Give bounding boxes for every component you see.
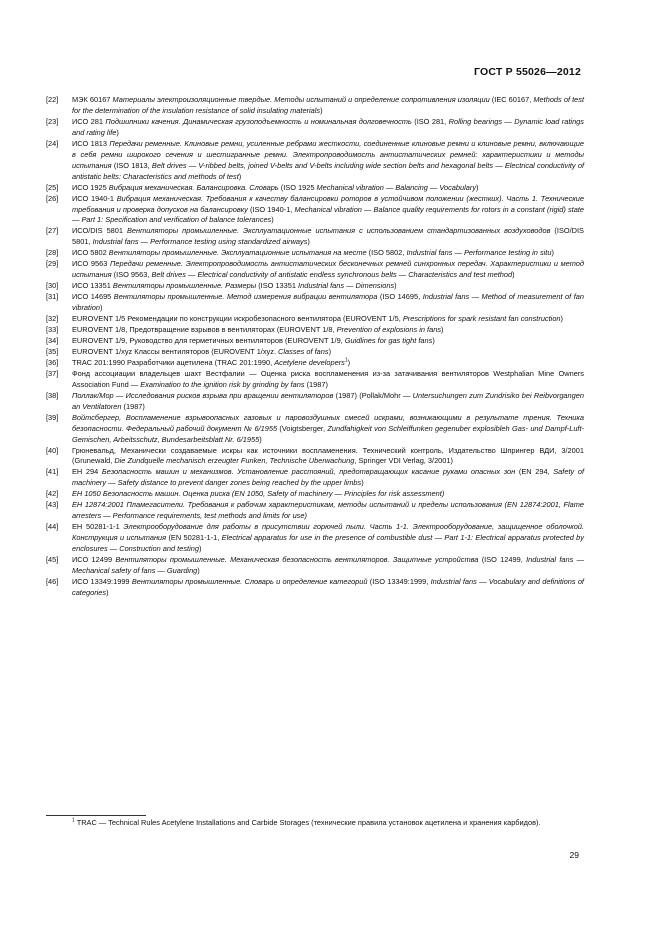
reference-segment: ) [307,237,310,247]
reference-title: Untersuchungen zum Zundrisiko bei Reibvorgangen an Ventilatoren [72,390,584,411]
reference-text [72,489,584,500]
reference-title: Belt drives — V-ribbed belts, joined V-belts and V-belts including wide section belts and hexagonal belts — Electrical conductivity of antistatic belts: Characteristics and methods of test [72,160,584,181]
reference-number: [45] [46,555,59,565]
reference-title: Вентиляторы промышленные. Эксплуатационные испытания на месте [108,248,367,258]
reference-text [72,314,584,325]
reference-segment: ) [106,587,109,597]
reference-segment: EUROVENT 1/xyz Классы вентиляторов (EUROVENT 1/xyz. [72,346,279,356]
reference-title: Industrial fans — Method of measurement of fan vibration [72,292,584,313]
reference-segment: ИСО 281 [72,116,106,126]
reference-number: [34] [46,335,59,345]
reference-segment: ) [347,357,351,367]
reference-segment: ) [99,303,103,313]
reference-segment: (ISO 1940-1, [247,204,295,214]
footnote-marker: 1 [72,817,75,824]
reference-title: Classes of fans [278,346,329,356]
reference-number: [35] [46,346,59,356]
reference-segment: ) [361,478,364,488]
reference-item [46,281,584,292]
reference-number: [22] [46,95,59,104]
reference-title: Examination to the ignition risk by grinding by fans [140,379,305,389]
reference-segment: ИСО 14695 [72,292,114,302]
reference-segment: ИСО 9563 [72,259,111,269]
reference-segment: МЭК 60167 [72,95,113,104]
reference-segment: ИСО 12499 [72,555,116,565]
reference-segment: EUROVENT 1/5 Рекомендации по конструкции искробезопасного вентилятора (EUROVENT 1/5, [72,314,403,324]
reference-number: [29] [46,259,59,269]
reference-item [46,139,584,183]
reference-title: Acetylene developers [274,357,345,367]
reference-segment: ) [560,314,564,324]
reference-segment: ) [238,171,242,181]
reference-item [46,183,584,194]
reference-segment: ) [320,105,323,115]
reference-segment: ) [197,565,200,575]
reference-text [72,577,584,599]
reference-title: Safety of machinery — Safety distance to prevent danger zones being reached by the upper limbs [72,467,584,488]
reference-segment: (1987) [304,379,328,389]
reference-segment: ИСО 13351 [72,281,113,291]
reference-item [46,347,584,358]
reference-number: [38] [46,390,59,400]
reference-item [46,325,584,336]
reference-text [72,281,584,292]
reference-title: ЕН 12874:2001 Пламегасители. Требования к рабочим характеристикам, методы испытаний и пределы использования (EN 12874:2001, Flame arresters — Performance requirements, test methods and limits for use) [72,500,584,521]
reference-number: [37] [46,368,59,378]
reference-title: Вибрация механическая. Балансировка. Словарь [108,182,279,192]
reference-number: [41] [46,467,59,477]
reference-segment: EUROVENT 1/9, Руководство для герметичных вентиляторов (EUROVENT 1/9, [72,335,345,345]
footnote-ref-marker: 1 [344,357,348,364]
reference-title: Вентиляторы промышленные. Эксплуатационные испытания с использованием стандартизованных воздуховодов [126,226,551,236]
reference-number: [32] [46,314,59,324]
reference-number: [31] [46,292,59,302]
reference-title: Industrial fans — Performance testing in situ [406,248,552,258]
reference-segment: ЕН 50281-1-1 [72,522,124,532]
reference-title: Войтсбергер, Воспламенение взрывоопасных газовых и паровоздушных смесей искрами, возникающими в результате трения. Техника безопасности. Федеральный рабочий документ № 6/1955 [72,412,584,433]
reference-segment: ИСО 13349:1999 [72,576,132,586]
reference-item [46,226,584,248]
reference-item [46,259,584,281]
reference-number: [42] [46,489,59,499]
reference-segment: (ISO 5802, [366,248,407,258]
reference-item [46,369,584,391]
reference-segment: ЕН 294 [72,467,102,477]
reference-segment: ) [432,335,435,345]
reference-segment: EUROVENT 1/8, Предотвращение взрывов в вентиляторах (EUROVENT 1/8, [72,325,337,335]
reference-segment: ) [476,182,479,192]
footnote-body [46,818,584,829]
reference-title: Передачи ременные. Электропроводимость антистатических бесконечных ремней синхронных передач. Характеристики и метод испытания [72,259,584,280]
reference-title: ЕН 1050 Безопасность машин. Оценка риска (EN 1050, Safety of machinery — Principles for risk assessment) [72,489,445,499]
reference-segment: (ISO 12499, [478,555,527,565]
reference-title: Вентиляторы промышленные. Механическая безопасность вентиляторов. Защитные устройства [115,555,479,565]
reference-item [46,522,584,555]
reference-item [46,95,584,117]
reference-segment: Грюневальд, Механически создаваемые искры как источники воспламенения. Технический контроль, Издательство Шпрингер ВДИ, 3/2001 (Grunewald, [72,445,584,466]
reference-item [46,194,584,227]
reference-text [72,248,584,259]
reference-segment: TRAC 201:1990 Разработчики ацетилена (TRAC 201:1990, [72,357,275,367]
reference-text [72,555,584,577]
reference-item [46,467,584,489]
reference-segment: (EN 294, [515,467,554,477]
reference-text [72,500,584,522]
reference-item [46,555,584,577]
reference-title: Electrical apparatus for use in the presence of combustible dust — Part 1-1: Electrical apparatus protected by enclosures — Construction and testing [72,533,584,554]
reference-segment: ИСО 1940-1 [72,193,117,203]
reference-text [72,446,584,468]
bibliography-list [46,95,584,599]
reference-title: Industrial fans — Vocabulary and definitions of categories [72,576,584,597]
reference-segment: ИСО 5802 [72,248,109,258]
reference-segment: (ISO 13351 [256,281,299,291]
reference-segment: ) [198,544,202,554]
reference-title: Die Zundquelle mechanisch erzeugter Funken, Technische Uberwachung [114,456,355,466]
footnote [46,818,584,829]
reference-title: Вентиляторы промышленные. Метод измерения вибрации вентилятора [113,292,378,302]
reference-title: Industrial fans — Performance testing using standardized airways [92,237,308,247]
reference-number: [40] [46,445,59,455]
reference-number: [26] [46,193,59,203]
reference-title: Prescriptions for spark resistant fan construction [402,314,561,324]
reference-title: Вибрация механическая. Требования к качеству балансировки роторов в устойчивом положении (жестких). Часть 1. Технические требования и проверка допусков на балансировку [72,193,584,214]
reference-text [72,117,584,139]
reference-text [72,413,584,446]
reference-segment: (EN 50281-1-1, [166,533,222,543]
reference-number: [46] [46,576,59,586]
reference-title: Rolling bearings — Dynamic load ratings and rating life [72,116,584,137]
reference-item [46,489,584,500]
reference-segment: ) [551,248,554,258]
reference-item [46,248,584,259]
reference-number: [23] [46,116,59,126]
reference-text [72,259,584,281]
reference-title: Methods of test for the determination of the insulation resistance of solid insulating materials [72,95,584,115]
reference-item [46,391,584,413]
page-number: 29 [569,850,579,860]
reference-segment: ) [394,281,397,291]
reference-number: [25] [46,182,59,192]
reference-item [46,500,584,522]
reference-text [72,194,584,227]
reference-segment: (Voigtsberger, [277,423,328,433]
reference-text [72,369,584,391]
reference-title: Zundfahigkeit von Schleiffunken gegenuber explosibleh Gas- und Dampf-Luft-Gemischen, Arbeitsschutz, Bundesarbeitsblatt Nr. 6/1955 [72,423,584,444]
reference-text [72,139,584,183]
reference-text [72,391,584,413]
reference-segment: (ISO 1813, [111,160,152,170]
reference-segment: ИСО/DIS 5801 [72,226,127,236]
reference-text [72,347,584,358]
reference-title: Вентиляторы промышленные. Размеры [112,281,257,291]
document-header: ГОСТ Р 55026—2012 [473,66,581,78]
reference-text [72,292,584,314]
reference-number: [44] [46,522,59,532]
reference-number: [30] [46,281,59,291]
reference-text [72,522,584,555]
reference-number: [36] [46,357,59,367]
reference-number: [33] [46,325,59,335]
reference-title: Guidlines for gas tight fans [344,335,433,345]
reference-segment: , Springer VDI Verlag, 3/2001) [354,456,453,466]
reference-title: Безопасность машин и механизмов. Установление расстояний, предотвращающих касание руками опасных зон [101,467,516,477]
reference-segment: ) [271,215,274,225]
reference-text [72,226,584,248]
reference-item [46,413,584,446]
reference-segment: ИСО 1925 [72,182,109,192]
reference-item [46,358,584,369]
reference-segment: ) [441,325,444,335]
reference-item [46,292,584,314]
reference-segment: ) [328,346,332,356]
reference-title: Belt drives — Electrical conductivity of antistatic endless synchronous belts — Characteristics and test method [151,270,513,280]
reference-title: Mechanical vibration — Balance quality requirements for rotors in a constant (rigid) state — Part 1: Specification and verification of balance tolerances [72,204,585,225]
reference-segment: ИСО 1813 [72,138,110,148]
reference-title: Передачи ременные. Клиновые ремни, усиленные ребрами жесткости, соединенные клиновые ремни и клиновые ремни, включающие в себя ремни широкого сечения и шестигранные ремни. Электропроводимость антистатических ремней: характеристики и методы испытания [72,138,584,170]
reference-title: Электрооборудование для работы в присутствии горючей пыли. Часть 1-1. Электрооборудование, защищенное оболочкой. Конструкция и испытания [72,522,584,543]
reference-text [72,325,584,336]
reference-segment: Фонд ассоциации владельцев шахт Вестфалии — Оценка риска воспламенения из-за затачивания вентиляторов Westphalian Mine Owners Association Fund — [72,368,584,389]
reference-segment: ) [259,434,262,444]
reference-item [46,314,584,325]
reference-text [72,358,584,369]
reference-number: [27] [46,226,59,236]
footnote-text: TRAC — Technical Rules Acetylene Installations and Carbide Storages (технические правила установок ацетилена и хранения карбидов). [74,818,541,827]
reference-segment: (ISO 13349:1999, [367,576,431,586]
reference-segment: (ISO 1925 [278,182,317,192]
reference-title: Материалы электроизоляционные твердые. Методы испытаний и определение сопротивления изоляции [112,95,490,104]
reference-title: Mechanical vibration — Balancing — Vocabulary [316,182,477,192]
reference-text [72,183,584,194]
reference-text [72,95,584,117]
reference-title: Вентиляторы промышленные. Словарь и определение категорий [131,576,368,586]
reference-number: [39] [46,412,59,422]
footnote-divider [46,815,146,816]
reference-item [46,577,584,599]
reference-title: Подшипники качения. Динамическая грузоподъемность и номинальная долговечность [105,116,412,126]
reference-number: [28] [46,248,59,258]
reference-title: Prevention of explosions in fans [336,325,442,335]
reference-segment: (1987) [121,401,145,411]
reference-item [46,446,584,468]
reference-title: Industrial fans — Dimensions [298,281,395,291]
reference-segment: ) [512,270,515,280]
reference-item [46,336,584,347]
reference-number: [43] [46,500,59,510]
reference-number: [24] [46,138,59,148]
reference-segment: (ISO 9563, [111,270,152,280]
reference-segment: (ISO 281, [411,116,449,126]
reference-segment: (1987) (Pollak/Mohr — [333,390,413,400]
reference-segment: (IEC 60167, [489,95,534,104]
reference-segment: (ISO/DIS 5801, [72,226,584,247]
reference-title: Industrial fans — Mechanical safety of fans — Guarding [72,555,584,575]
reference-item [46,117,584,139]
reference-text [72,336,584,347]
reference-title: Поллак/Мор — Исследования рисков взрыва при вращении вентиляторов [72,390,334,400]
reference-segment: ) [116,127,119,137]
reference-text [72,467,584,489]
reference-segment: (ISO 14695, [377,292,423,302]
